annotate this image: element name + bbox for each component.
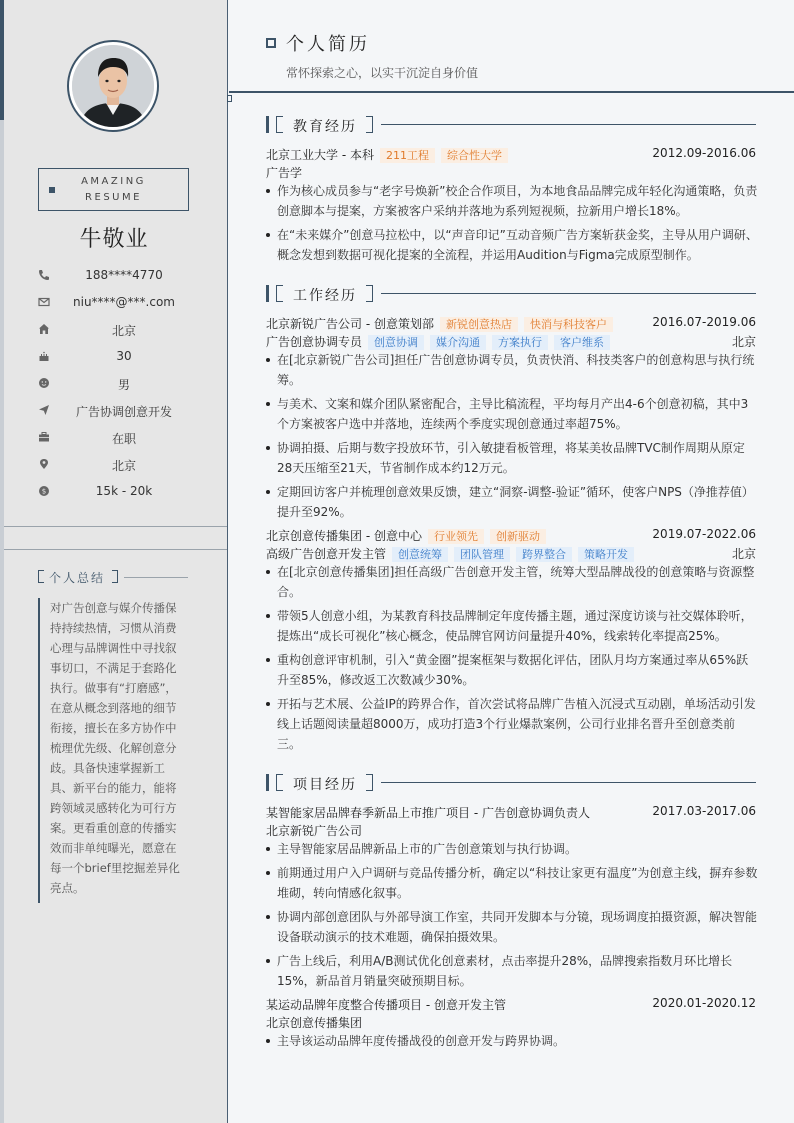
list-item: 在“未来媒介”创意马拉松中，以“声音印记”互动音频广告方案斩获金奖，主导从用户调研、概念发想到数据可视化提案的全流程，并运用Audition与Figma完成原型制作。	[266, 225, 758, 265]
role-tag: 创意统筹	[392, 547, 448, 562]
main-content	[229, 0, 794, 1123]
company-name: 北京创意传播集团 - 创意中心	[266, 529, 422, 543]
section-title: 项目经历	[293, 777, 357, 793]
list-item: 带领5人创意小组，为某教育科技品牌制定年度传播主题，通过深度访谈与社交媒体聆听，提炼出“成长可视化”核心概念，使品牌官网访问量提升40%，线索转化率提高25%。	[266, 606, 758, 646]
work-2-role-line	[266, 545, 756, 562]
company-tag: 创新驱动	[490, 529, 546, 544]
work-date: 2016.07-2019.06	[652, 315, 756, 329]
section-work	[266, 285, 756, 303]
list-item: 在[北京创意传播集团]担任高级广告创意开发主管，统筹大型品牌战役的创意策略与资源整合。	[266, 562, 758, 602]
section-project	[266, 774, 756, 792]
role-tag: 跨界整合	[516, 547, 572, 562]
list-item: 与美术、文案和媒介团队紧密配合，主导比稿流程，平均每月产出4-6个创意初稿，其中3个方案被客户选中并落地，连续两个季度实现创意通过率超75%。	[266, 394, 758, 434]
section-education	[266, 116, 756, 134]
project-title: 某智能家居品牌春季新品上市推广项目 - 广告创意协调负责人	[266, 806, 590, 820]
company-tag: 新锐创意热店	[440, 317, 518, 332]
project-1-bullets	[266, 839, 758, 995]
work-city: 北京	[731, 547, 756, 561]
role-tag: 团队管理	[454, 547, 510, 562]
title-square-icon	[266, 38, 276, 48]
work-2-bullets	[266, 562, 758, 758]
list-item: 主导智能家居品牌新品上市的广告创意策划与执行协调。	[266, 839, 758, 859]
salary-text: 15k - 20k	[95, 484, 153, 498]
role-tag: 媒介沟通	[430, 335, 486, 350]
project-2-bullets	[266, 1031, 758, 1055]
education-major-line	[266, 164, 756, 181]
location-text: 北京	[111, 459, 136, 473]
page-subtitle: 常怀探索之心，以实干沉淀自身价值	[286, 66, 479, 80]
work-1-role-line	[266, 333, 756, 350]
info-email	[4, 293, 224, 313]
role-tag: 方案执行	[492, 335, 548, 350]
company-name: 北京新锐广告公司 - 创意策划部	[266, 317, 434, 331]
divider-marker-icon	[227, 95, 232, 102]
summary-accent-bar	[38, 598, 40, 903]
major: 广告学	[266, 166, 303, 180]
role-name: 广告创意协调专员	[266, 335, 363, 349]
education-header	[266, 146, 756, 163]
section-title: 工作经历	[293, 288, 357, 304]
summary-title: 个人总结	[49, 571, 106, 585]
work-2-header	[266, 527, 756, 544]
project-1-header	[266, 804, 756, 821]
project-org: 北京创意传播集团	[266, 1016, 363, 1030]
badge-line-1: AMAZING	[81, 176, 146, 187]
project-1-org-line	[266, 822, 756, 839]
info-age	[4, 347, 224, 367]
phone-text: 188****4770	[85, 268, 163, 282]
status-text: 在职	[111, 432, 136, 446]
portrait-photo	[72, 45, 154, 127]
work-1-bullets	[266, 350, 758, 526]
sidebar-divider-bottom	[4, 549, 227, 550]
education-date: 2012.09-2016.06	[652, 146, 756, 160]
role-tag: 客户维系	[554, 335, 610, 350]
work-date: 2019.07-2022.06	[652, 527, 756, 541]
project-2-header	[266, 996, 756, 1013]
avatar	[67, 40, 159, 132]
list-item: 广告上线后，利用A/B测试优化创意素材，点击率提升28%，品牌搜索指数月环比增长15%，新品首月销量突破预期目标。	[266, 951, 758, 991]
company-tag: 快消与科技客户	[524, 317, 613, 332]
age-text: 30	[116, 349, 132, 363]
school-tag: 211工程	[380, 148, 435, 163]
project-date: 2020.01-2020.12	[652, 996, 756, 1010]
home-text: 北京	[111, 324, 136, 338]
role-tag: 策略开发	[578, 547, 634, 562]
svg-text:$: $	[41, 487, 47, 496]
project-2-org-line	[266, 1014, 756, 1031]
work-city: 北京	[731, 335, 756, 349]
position-text: 广告协调创意开发	[75, 405, 172, 419]
education-bullets	[266, 181, 758, 269]
project-org: 北京新锐广告公司	[266, 824, 363, 838]
info-location	[4, 455, 224, 475]
list-item: 协调内部创意团队与外部导演工作室，共同开发脚本与分镜，现场调度拍摄资源，解决智能设备联动演示的技术难题，确保拍摄效果。	[266, 907, 758, 947]
school-name: 北京工业大学 - 本科	[266, 148, 374, 162]
info-home	[4, 320, 224, 340]
resume-badge	[38, 168, 189, 211]
list-item: 主导该运动品牌年度传播战役的创意开发与跨界协调。	[266, 1031, 758, 1051]
list-item: 开拓与艺术展、公益IP的跨界合作，首次尝试将品牌广告植入沉浸式互动剧，单场活动引发线上话题阅读量超8000万，成功打造3个行业爆款案例，公司行业排名晋升至创意类前三。	[266, 694, 758, 754]
company-tag: 行业领先	[428, 529, 484, 544]
info-gender	[4, 374, 224, 394]
page-title: 个人简历	[286, 34, 370, 55]
candidate-name: 牛敬业	[79, 227, 149, 252]
summary-text: 对广告创意与媒介传播保持持续热情，习惯从消费心理与品牌调性中寻找叙事切口，不满足于套路化执行。做事有“打磨感”，在意从概念到落地的细节衔接，擅长在多方协作中梳理优先级、化解创意分歧。具备快速掌握新工具、新平台的能力，能将跨领域灵感转化为可行方案。更看重创意的传播实效而非单纯曝光，愿意在每一个brief里挖掘差异化亮点。	[50, 601, 180, 895]
sidebar	[4, 0, 228, 1123]
badge-line-2: RESUME	[85, 192, 142, 203]
role-name: 高级广告创意开发主管	[266, 547, 387, 561]
role-tag: 创意协调	[368, 335, 424, 350]
email-text: niu****@***.com	[73, 295, 175, 309]
list-item: 定期回访客户并梳理创意效果反馈，建立“洞察-调整-验证”循环，使客户NPS（净推荐值）提升至92%。	[266, 482, 758, 522]
gender-text: 男	[117, 378, 130, 392]
info-status	[4, 428, 224, 448]
list-item: 前期通过用户入户调研与竞品传播分析，确定以“科技让家更有温度”为创意主线，摒弃参数堆砌，转向情感化叙事。	[266, 863, 758, 903]
project-title: 某运动品牌年度整合传播项目 - 创意开发主管	[266, 998, 506, 1012]
list-item: 在[北京新锐广告公司]担任广告创意协调专员，负责快消、科技类客户的创意构思与执行统筹。	[266, 350, 758, 390]
header-divider	[229, 91, 794, 93]
list-item: 作为核心成员参与“老字号焕新”校企合作项目，为本地食品品牌完成年轻化沟通策略，负责创意脚本与提案，方案被客户采纳并落地为系列短视频，拉新用户增长18%。	[266, 181, 758, 221]
sidebar-divider-top	[4, 526, 227, 527]
project-date: 2017.03-2017.06	[652, 804, 756, 818]
list-item: 协调拍摄、后期与数字投放环节，引入敏捷看板管理，将某美妆品牌TVC制作周期从原定28天压缩至21天，节省制作成本约12万元。	[266, 438, 758, 478]
school-tag: 综合性大学	[441, 148, 508, 163]
list-item: 重构创意评审机制，引入“黄金圈”提案框架与数据化评估，团队月均方案通过率从65%跃升至85%，修改返工次数减少30%。	[266, 650, 758, 690]
info-phone	[4, 266, 224, 286]
section-title: 教育经历	[293, 119, 357, 135]
info-salary	[4, 482, 224, 502]
info-position	[4, 401, 224, 421]
work-1-header	[266, 315, 756, 332]
summary-heading	[38, 569, 188, 585]
